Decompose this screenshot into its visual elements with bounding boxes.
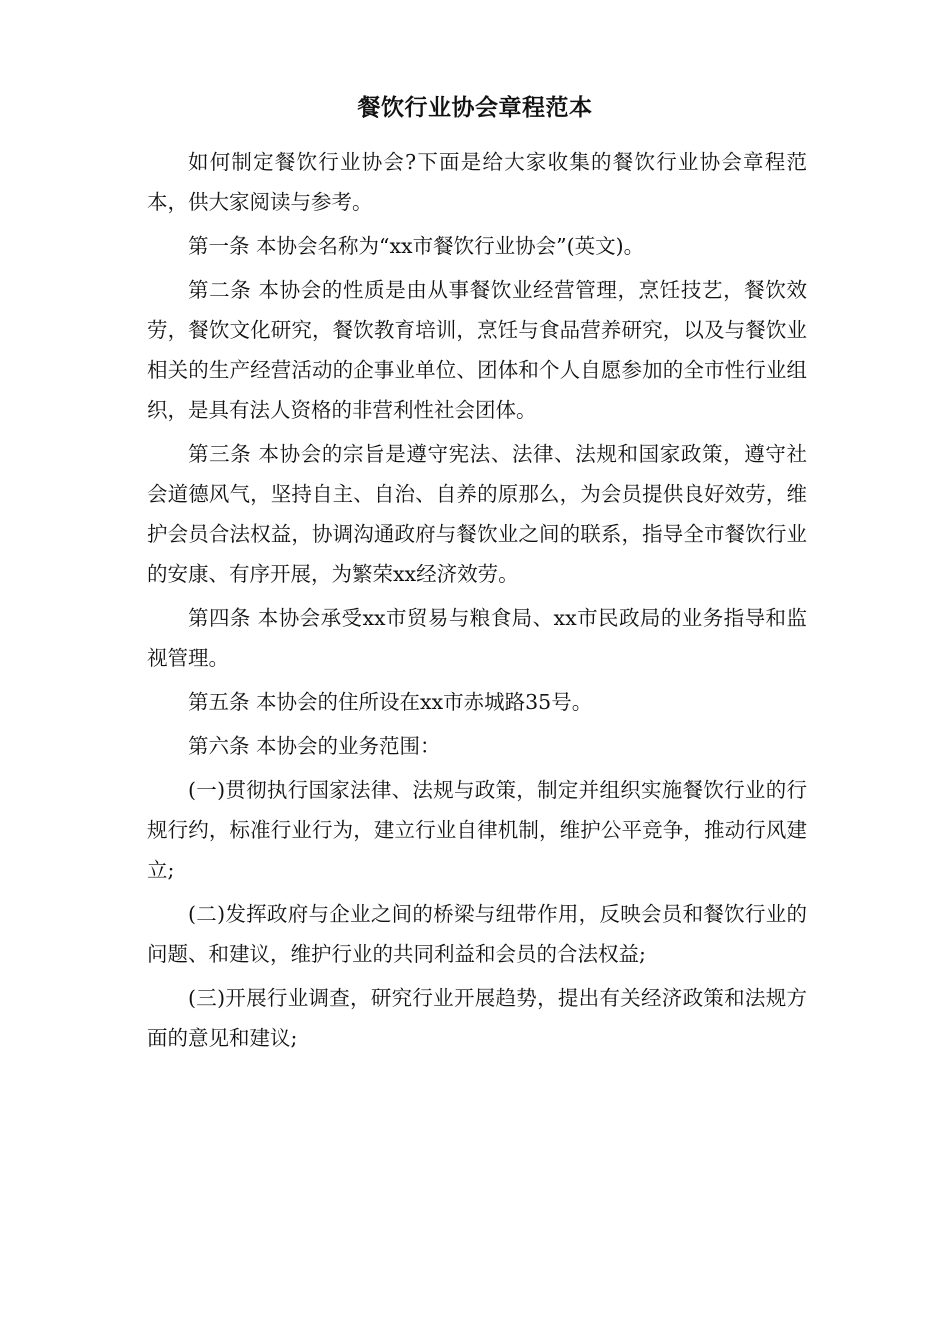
paragraph-intro: 如何制定餐饮行业协会?下面是给大家收集的餐饮行业协会章程范本，供大家阅读与参考。 (147, 150, 807, 214)
paragraph-scope-item-1: (一)贯彻执行国家法律、法规与政策，制定并组织实施餐饮行业的行规行约，标准行业行为，建立行业自律机制，维护公平竞争，推动行风建立; (147, 778, 807, 882)
paragraph-article-2: 第二条 本协会的性质是由从事餐饮业经营管理，烹饪技艺，餐饮效劳，餐饮文化研究，餐饮教育培训，烹饪与食品营养研究，以及与餐饮业相关的生产经营活动的企事业单位、团体和个人自愿参加的全市性行业组织，是具有法人资格的非营利性社会团体。 (147, 278, 807, 422)
paragraph-article-6: 第六条 本协会的业务范围： (188, 734, 441, 758)
paragraph-scope-item-2: (二)发挥政府与企业之间的桥梁与纽带作用，反映会员和餐饮行业的问题、和建议，维护行业的共同利益和会员的合法权益; (147, 902, 807, 966)
paragraph-scope-item-3: (三)开展行业调查，研究行业开展趋势，提出有关经济政策和法规方面的意见和建议; (147, 986, 807, 1050)
document-body (147, 142, 807, 1062)
paragraph-article-5: 第五条 本协会的住所设在xx市赤城路35号。 (188, 690, 593, 714)
paragraph-article-4: 第四条 本协会承受xx市贸易与粮食局、xx市民政局的业务指导和监视管理。 (147, 606, 807, 670)
paragraph-article-3: 第三条 本协会的宗旨是遵守宪法、法律、法规和国家政策，遵守社会道德风气，坚持自主、自治、自养的原那么，为会员提供良好效劳，维护会员合法权益，协调沟通政府与餐饮业之间的联系，指导全市餐饮行业的安康、有序开展，为繁荣xx经济效劳。 (147, 442, 807, 586)
paragraph-article-1: 第一条 本协会名称为“xx市餐饮行业协会”(英文)。 (188, 234, 645, 258)
document-title: 餐饮行业协会章程范本 (357, 95, 593, 121)
